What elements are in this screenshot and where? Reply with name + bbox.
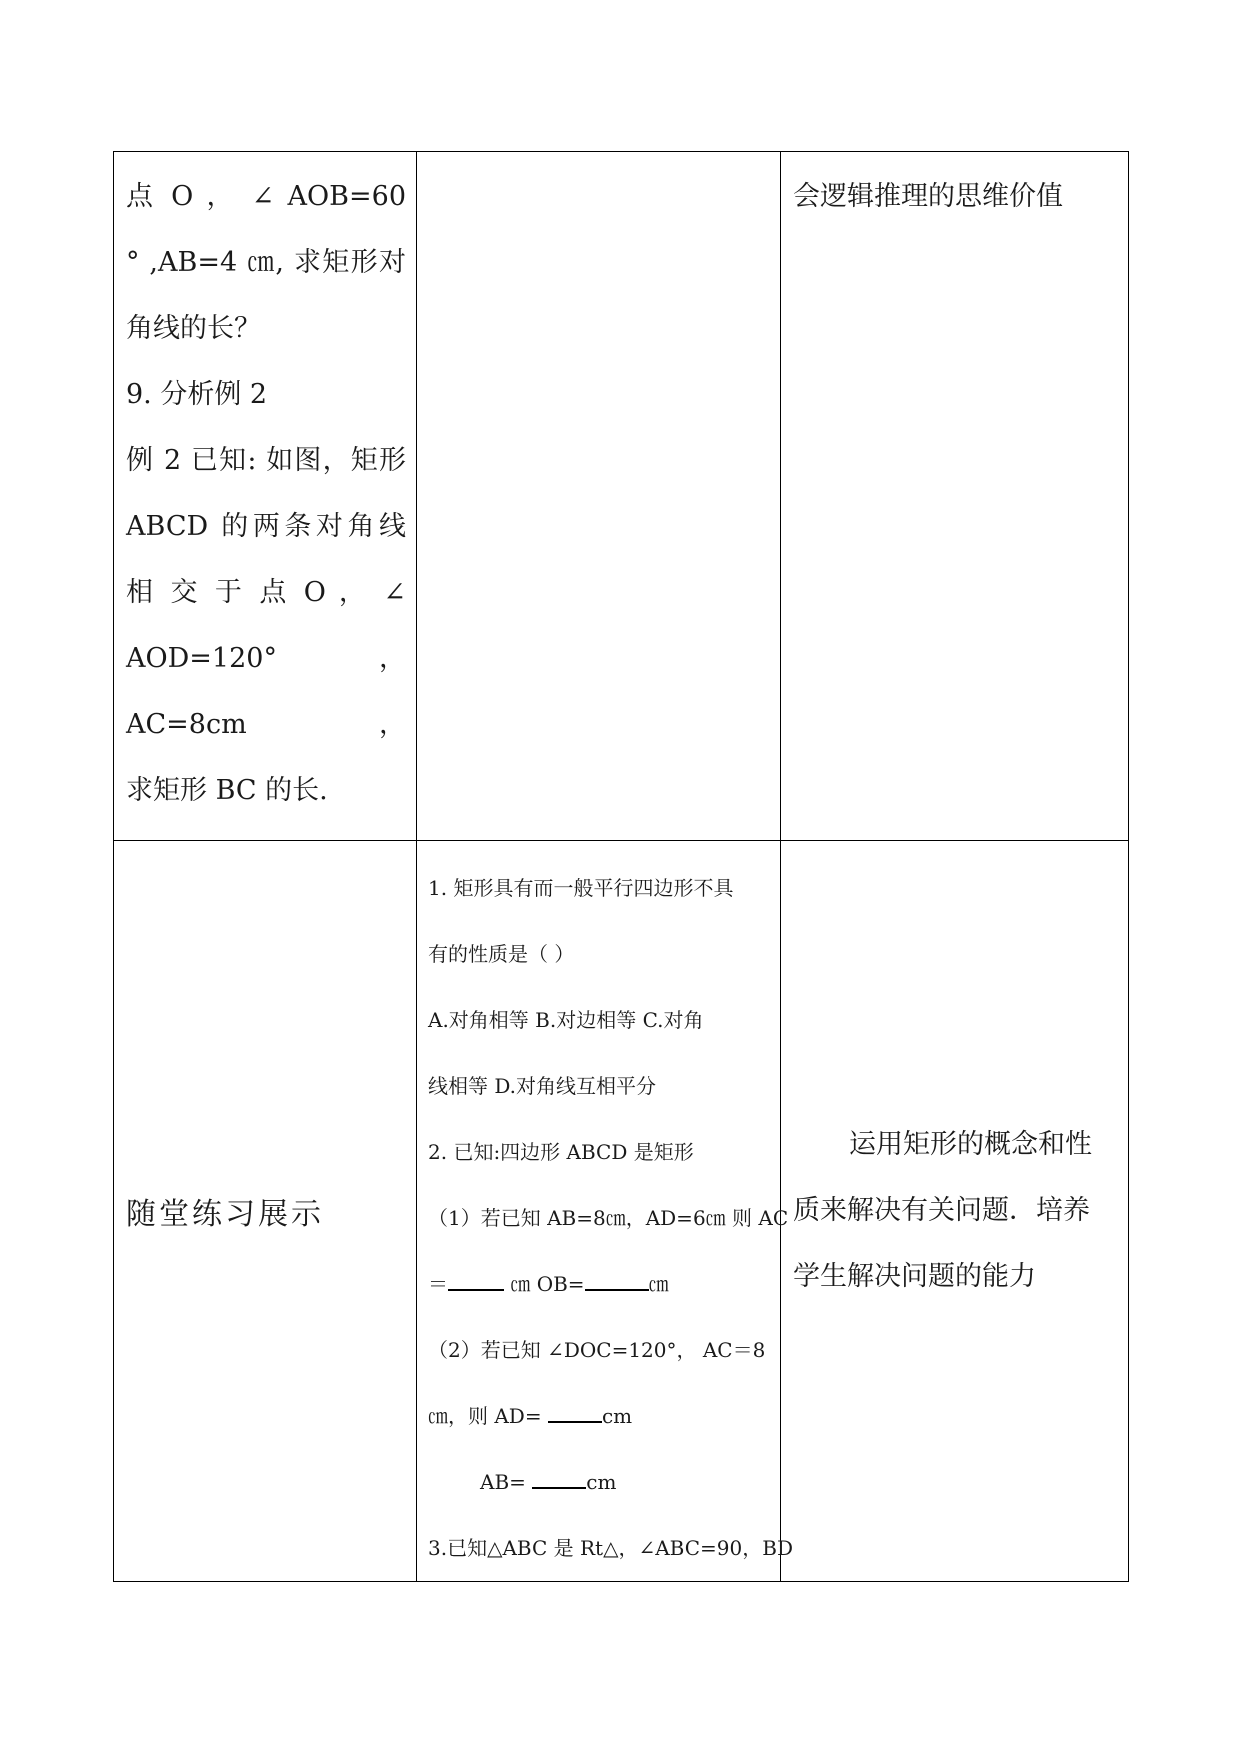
text-fragment: AB= xyxy=(480,1470,533,1494)
section-label: 随堂练习展示 xyxy=(126,1197,324,1232)
exercise-line: 2. 已知:四边形 ABCD 是矩形 xyxy=(428,1140,694,1164)
exercise-line: （2）若已知 ∠DOC=120°， AC＝8 xyxy=(428,1338,766,1362)
cell-teaching-content xyxy=(114,152,417,841)
text-line: 学生解决问题的能力 xyxy=(793,1261,1036,1292)
answer-blank xyxy=(585,1267,649,1291)
text-fragment: cm xyxy=(601,1404,633,1428)
text-fragment: ㎝ OB= xyxy=(504,1272,585,1296)
cell-design-intent xyxy=(781,152,1129,841)
exercise-line: A.对角相等 B.对边相等 C.对角 xyxy=(428,1008,704,1032)
lesson-table xyxy=(113,151,1129,1582)
cell-section-label xyxy=(114,841,417,1582)
exercise-line: 1. 矩形具有而一般平行四边形不具 xyxy=(428,876,734,900)
cell-design-intent xyxy=(781,841,1129,1582)
answer-blank xyxy=(448,1267,504,1291)
text-line: ° ,AB=4 ㎝, 求矩形对 xyxy=(126,247,406,278)
answer-blank xyxy=(548,1399,602,1423)
text-line: 会逻辑推理的思维价值 xyxy=(793,181,1063,212)
table-row xyxy=(114,841,1129,1582)
exercise-line xyxy=(428,1251,774,1317)
text-line: 点 O ， ∠ AOB=60 xyxy=(126,181,406,212)
exercise-line xyxy=(428,1383,774,1449)
text-line: 例 2 已知: 如图，矩形 xyxy=(126,445,406,476)
table-row xyxy=(114,152,1129,841)
text-line: 相 交 于 点 O ， ∠ xyxy=(126,577,406,608)
exercise-line xyxy=(428,1449,774,1515)
exercise-line: 有的性质是（ ） xyxy=(428,942,575,966)
exercise-line: （1）若已知 AB=8㎝，AD=6㎝ 则 AC xyxy=(428,1206,789,1230)
text-line: 质来解决有关问题．培养 xyxy=(793,1195,1090,1226)
text-fragment: cm xyxy=(586,1470,617,1494)
text-line: 运用矩形的概念和性 xyxy=(849,1129,1092,1160)
text-line: ABCD 的两条对角线 xyxy=(126,511,406,542)
text-fragment: ＝ xyxy=(428,1272,448,1296)
text-line: 求矩形 BC 的长. xyxy=(126,775,328,806)
text-line: 9. 分析例 2 xyxy=(126,379,268,410)
exercise-line: 线相等 D.对角线互相平分 xyxy=(428,1074,657,1098)
text-fragment: ㎝ xyxy=(648,1272,669,1296)
text-fragment: ㎝，则 AD= xyxy=(428,1404,548,1428)
text-line: 角线的长？ xyxy=(126,313,261,344)
exercise-line: 3.已知△ABC 是 Rt△，∠ABC=90，BD xyxy=(428,1536,793,1560)
answer-blank xyxy=(532,1465,586,1489)
text-line: AOD=120°，AC=8cm， xyxy=(126,643,406,740)
cell-empty xyxy=(417,152,781,841)
cell-exercises xyxy=(417,841,793,1582)
